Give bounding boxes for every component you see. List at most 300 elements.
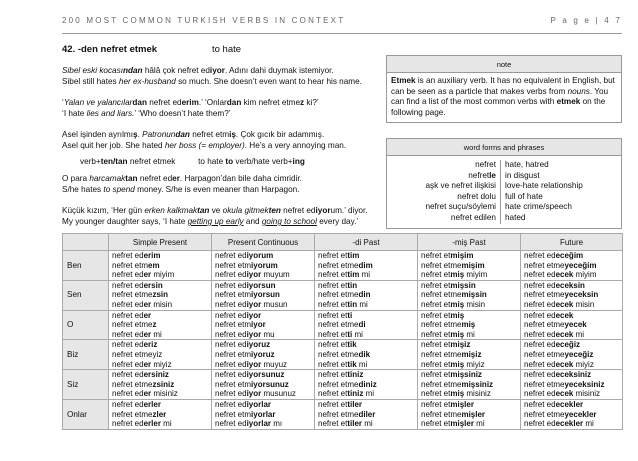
- conjugated-form: [318, 340, 414, 350]
- text-run: nefret etme: [421, 260, 462, 270]
- text-run: zsin: [152, 290, 169, 300]
- text-run: nefret etme: [421, 290, 462, 300]
- text-run: tim: [347, 270, 360, 280]
- text-run: nefret dolu: [457, 191, 496, 201]
- text-run: ing: [292, 157, 305, 166]
- conjugation-cell: [521, 340, 623, 370]
- text-run: nefret etme: [318, 409, 359, 419]
- text-run: nefret et: [318, 399, 348, 409]
- conjugated-form: [112, 320, 208, 330]
- text-run: nefret ed: [215, 419, 247, 429]
- text-run: nefret edilen: [450, 212, 496, 222]
- conjugated-form: [318, 251, 414, 261]
- text-run: Sibel eski kocası: [62, 66, 123, 75]
- conjugation-cell: [212, 340, 315, 370]
- text-run: Yalan ve yalancılar: [63, 98, 133, 107]
- text-run: miş: [450, 310, 465, 320]
- conjugated-form: [215, 311, 311, 321]
- conjugated-form: [421, 400, 517, 410]
- text-run: to spend: [103, 185, 135, 194]
- example-line: [62, 206, 368, 217]
- conjugated-form: [421, 290, 517, 300]
- text-run: miyim: [151, 270, 175, 280]
- text-run: mişiz: [461, 349, 482, 359]
- text-run: nefret etm: [189, 130, 230, 139]
- conjugated-form: [112, 340, 208, 350]
- text-run: ş: [133, 130, 138, 139]
- text-run: iyorum: [251, 260, 278, 270]
- person-label: Biz: [63, 340, 109, 370]
- text-run: mu: [261, 329, 275, 339]
- column-header: Present Continuous: [212, 234, 315, 251]
- text-run: dim: [358, 260, 373, 270]
- text-run: mişler: [450, 399, 474, 409]
- conjugation-cell: [109, 310, 212, 340]
- conjugation-cell: [521, 280, 623, 310]
- text-run: nefret ed: [112, 399, 144, 409]
- text-run: nefret ed: [524, 251, 556, 260]
- text-run: tik: [347, 359, 357, 369]
- text-run: nefret etme: [421, 409, 462, 419]
- conjugated-form: [421, 300, 517, 310]
- text-run: and: [243, 217, 262, 226]
- conjugation-cell: [212, 399, 315, 429]
- text-run: miş: [450, 299, 465, 309]
- text-run: mi: [359, 270, 371, 280]
- conjugation-table: [62, 233, 623, 430]
- conjugated-form: [524, 261, 619, 271]
- word-form-turkish: [387, 171, 501, 182]
- text-run: iyor: [246, 270, 262, 280]
- text-run: mi: [357, 299, 368, 309]
- column-header: -di Past: [315, 234, 418, 251]
- text-run: nefret et: [318, 299, 348, 309]
- conjugated-form: [112, 380, 208, 390]
- conjugated-form: [215, 370, 311, 380]
- text-run: misin: [573, 299, 595, 309]
- text-run: diler: [358, 409, 376, 419]
- conjugated-form: [421, 380, 517, 390]
- text-run: yeceksiniz: [564, 379, 605, 389]
- text-run: iyorsunuz: [251, 379, 289, 389]
- conjugated-form: [524, 281, 619, 291]
- conjugated-form: [112, 330, 208, 340]
- text-run: iş: [229, 130, 236, 139]
- text-run: Etmek: [391, 76, 416, 85]
- text-run: mi: [352, 329, 363, 339]
- conjugation-cell: [315, 310, 418, 340]
- text-run: ’ ‘Who doesn’t hate them?’: [134, 109, 231, 118]
- text-run: . He’s a very annoying man.: [244, 141, 347, 150]
- text-run: nefret etm: [215, 349, 252, 359]
- text-run: nefret etme: [524, 379, 565, 389]
- conjugated-form: [318, 311, 414, 321]
- table-row: [63, 280, 623, 310]
- word-form-turkish: [387, 181, 501, 192]
- text-run: nefret et: [421, 340, 451, 350]
- text-run: Sibel still hates: [62, 77, 119, 86]
- text-run: ten/tan: [100, 157, 128, 166]
- text-run: . Adını dahi duymak istemiyor.: [224, 66, 334, 75]
- conjugated-form: [318, 281, 414, 291]
- note-title: note: [387, 56, 621, 73]
- conjugated-form: [112, 290, 208, 300]
- conjugated-form: [421, 261, 517, 271]
- conjugated-form: [215, 261, 311, 271]
- text-run: iyorum: [246, 251, 274, 260]
- page-number: P a g e | 4 7: [550, 16, 622, 25]
- conjugated-form: [524, 370, 619, 380]
- word-form-turkish: [387, 192, 501, 203]
- text-run: nefret ed: [112, 370, 144, 380]
- conjugated-form: [215, 340, 311, 350]
- text-run: mişsin: [450, 280, 476, 290]
- text-run: harcamak: [89, 174, 126, 183]
- example-line: [62, 98, 319, 109]
- text-run: nefret etme: [112, 320, 153, 330]
- text-run: on the following page.: [391, 97, 606, 117]
- word-form-english: hate, hatred: [505, 160, 549, 169]
- text-run: nefret ed: [215, 399, 247, 409]
- text-run: mişiz: [450, 340, 471, 350]
- conjugated-form: [112, 311, 208, 321]
- text-run: yeceksin: [564, 290, 599, 300]
- text-run: Asel işinden ayrılmı: [62, 130, 133, 139]
- text-run: mişim: [450, 251, 474, 260]
- text-run: nefret ed: [112, 419, 144, 429]
- example-line: [62, 185, 299, 196]
- conjugation-cell: [212, 310, 315, 340]
- text-run: O para: [62, 174, 90, 183]
- text-run: yecek: [564, 320, 587, 330]
- page-header: [62, 14, 622, 34]
- text-run: tik: [347, 340, 357, 350]
- text-run: er: [143, 299, 152, 309]
- conjugated-form: [524, 340, 619, 350]
- text-run: mi: [583, 419, 594, 429]
- text-run: dik: [358, 349, 371, 359]
- text-run: iyor: [251, 320, 266, 330]
- conjugated-form: [524, 251, 619, 261]
- text-run: nefret etmek to hate: [127, 157, 226, 166]
- word-forms-box: [386, 138, 622, 229]
- word-form-english: love-hate relationship: [505, 181, 583, 191]
- text-run: misiniz: [151, 389, 178, 399]
- conjugated-form: [318, 290, 414, 300]
- text-run: mişsiniz: [461, 379, 494, 389]
- text-run: er: [143, 359, 152, 369]
- text-run: iyorlar: [246, 419, 272, 429]
- conjugated-form: [112, 370, 208, 380]
- text-run: misin: [464, 299, 486, 309]
- text-run: um.’ diyor.: [330, 206, 368, 215]
- person-label: Sen: [63, 280, 109, 310]
- column-header: Simple Present: [109, 234, 212, 251]
- text-run: nefret ed: [524, 299, 556, 309]
- conjugation-cell: [109, 251, 212, 281]
- text-run: nefret et: [421, 280, 451, 290]
- text-run: miyim: [573, 270, 597, 280]
- text-run: er: [143, 270, 152, 280]
- text-run: z: [152, 320, 157, 330]
- text-run: dan: [132, 98, 147, 107]
- text-run: nefret et: [318, 310, 348, 320]
- text-run: miş: [450, 389, 465, 399]
- example-line: [62, 66, 334, 77]
- text-run: nefret etm: [215, 379, 252, 389]
- conjugated-form: [524, 410, 619, 420]
- text-run: nefret ed: [524, 419, 556, 429]
- word-form-turkish: [387, 160, 501, 171]
- conjugated-form: [112, 389, 208, 399]
- conjugated-form: [524, 300, 619, 310]
- conjugation-cell: [109, 340, 212, 370]
- text-run: eriz: [143, 340, 158, 350]
- example-line: [62, 141, 346, 152]
- text-run: nefret: [475, 160, 496, 169]
- text-run: nefret suçu/söylemi: [425, 202, 496, 212]
- text-run: going to school: [261, 217, 317, 226]
- text-run: nefret ed: [112, 389, 144, 399]
- text-run: iyor: [246, 299, 262, 309]
- word-forms-title: word forms and phrases: [387, 139, 621, 156]
- text-run: nefret etme: [318, 290, 359, 300]
- text-run: iyorsun: [246, 280, 276, 290]
- word-form-english: hate crime/speech: [505, 202, 572, 212]
- text-run: nefret ed: [215, 251, 247, 260]
- text-run: is an auxiliary verb. It has no equivalent in English, but can be seen as a particle that makes verbs from: [391, 76, 615, 96]
- conjugation-cell: [109, 370, 212, 400]
- conjugated-form: [421, 311, 517, 321]
- conjugation-cell: [109, 280, 212, 310]
- note-body: [387, 73, 621, 122]
- conjugated-form: [112, 261, 208, 271]
- text-run: nefret etme: [524, 320, 565, 330]
- text-run: ten: [268, 206, 281, 215]
- text-run: miyiz: [464, 359, 485, 369]
- text-run: ecek: [555, 389, 574, 399]
- conjugated-form: [215, 320, 311, 330]
- text-run: yeceğiz: [564, 349, 594, 359]
- text-run: mişim: [461, 260, 485, 270]
- text-run: diniz: [358, 379, 377, 389]
- text-run: nefret ed: [215, 340, 247, 350]
- word-form-row: [387, 160, 621, 171]
- text-run: nefret et: [421, 370, 451, 380]
- table-row: [63, 399, 623, 429]
- text-run: le: [489, 170, 496, 180]
- text-run: nefret et: [421, 251, 451, 260]
- text-run: nefret etme: [112, 379, 153, 389]
- text-run: nefret etm: [215, 290, 252, 300]
- text-run: nefret etmeyiz: [112, 349, 163, 359]
- table-row: [63, 310, 623, 340]
- text-run: em: [148, 260, 160, 270]
- text-run: nefret etme: [318, 349, 359, 359]
- conjugated-form: [524, 360, 619, 370]
- note-box: [386, 55, 622, 123]
- example-line: [62, 109, 231, 120]
- text-run: ki?’: [304, 98, 319, 107]
- text-run: nefret ed: [524, 370, 556, 380]
- text-run: money. S/he is even meaner than Harpagon.: [134, 185, 300, 194]
- conjugated-form: [215, 290, 311, 300]
- text-run: mi: [473, 419, 485, 429]
- text-run: nefret ed: [524, 340, 556, 350]
- text-run: tiniz: [347, 389, 364, 399]
- text-run: so much. She doesn’t even want to hear his name.: [175, 77, 362, 86]
- text-run: to: [225, 157, 234, 166]
- text-run: ti: [347, 329, 353, 339]
- conjugated-form: [421, 370, 517, 380]
- text-run: mi: [573, 329, 585, 339]
- text-run: nefret ed: [112, 359, 144, 369]
- text-run: nefret et: [421, 329, 451, 339]
- conjugated-form: [318, 389, 414, 399]
- conjugation-cell: [212, 280, 315, 310]
- conjugation-cell: [418, 310, 521, 340]
- text-run: nefret ed: [524, 329, 556, 339]
- text-run: ersin: [143, 280, 163, 290]
- text-run: aşk ve nefret ilişkisi: [425, 181, 496, 191]
- conjugation-cell: [418, 399, 521, 429]
- text-run: nouns: [567, 86, 590, 96]
- text-run: S/he hates: [62, 185, 104, 194]
- text-run: nefret et: [318, 340, 348, 350]
- text-run: verb+: [80, 157, 101, 166]
- conjugated-form: [318, 360, 414, 370]
- conjugation-cell: [315, 399, 418, 429]
- conjugated-form: [421, 281, 517, 291]
- text-run: nefret ed: [112, 280, 144, 290]
- text-run: tiler: [347, 399, 363, 409]
- conjugated-form: [215, 419, 311, 429]
- text-run: erim: [181, 98, 199, 107]
- text-run: nefret ed: [215, 299, 247, 309]
- conjugated-form: [318, 300, 414, 310]
- conjugation-cell: [418, 280, 521, 310]
- conjugated-form: [112, 360, 208, 370]
- conjugation-cell: [521, 370, 623, 400]
- text-run: iyorlar: [251, 409, 276, 419]
- text-run: nefret et: [421, 419, 451, 429]
- text-run: mişler: [450, 419, 474, 429]
- text-run: . Harpagon’dan bile daha cimridir.: [179, 174, 302, 183]
- text-run: nefret ed: [146, 98, 182, 107]
- conjugated-form: [524, 311, 619, 321]
- conjugation-cell: [212, 370, 315, 400]
- text-run: nefret et: [318, 270, 348, 280]
- text-run: nefret ed: [215, 370, 247, 380]
- text-run: getting up early: [187, 217, 244, 226]
- text-run: nefret etme: [318, 260, 359, 270]
- text-run: mi: [160, 419, 172, 429]
- text-run: tiniz: [347, 370, 364, 380]
- text-run: nefret etme: [318, 320, 359, 330]
- word-forms-list: [387, 156, 621, 228]
- text-run: .: [137, 130, 143, 139]
- conjugated-form: [421, 410, 517, 420]
- text-run: Asel quit her job. She hated: [62, 141, 165, 150]
- entry-title: 42. -den nefret etmek: [62, 44, 158, 55]
- text-run: dan: [226, 98, 242, 107]
- text-run: nefret ed: [280, 206, 316, 215]
- person-label: Ben: [63, 251, 109, 281]
- conjugated-form: [318, 380, 414, 390]
- text-run: misin: [151, 299, 173, 309]
- text-run: nefret et: [318, 280, 348, 290]
- word-form-english: in disgust: [505, 170, 540, 180]
- text-run: nefret ed: [215, 270, 247, 280]
- word-form-row: [387, 181, 621, 192]
- conjugated-form: [318, 419, 414, 429]
- text-run: iyor: [315, 206, 331, 215]
- conjugated-form: [318, 270, 414, 280]
- text-run: iyoruz: [251, 349, 275, 359]
- text-run: nefret etm: [215, 409, 252, 419]
- conjugated-form: [318, 370, 414, 380]
- text-run: nefret ed: [215, 310, 247, 320]
- text-run: er: [172, 174, 180, 183]
- word-form-row: [387, 171, 621, 182]
- conjugated-form: [215, 350, 311, 360]
- person-label: O: [63, 310, 109, 340]
- text-run: erler: [143, 399, 161, 409]
- text-run: nefret et: [318, 251, 348, 260]
- text-run: eceksiniz: [555, 370, 592, 380]
- text-run: tiler: [347, 419, 363, 429]
- word-form-row: [387, 213, 621, 224]
- conjugated-form: [524, 330, 619, 340]
- table-row: [63, 340, 623, 370]
- book-title: 200 MOST COMMON TURKISH VERBS IN CONTEXT: [62, 16, 346, 25]
- text-run: nefret etme: [421, 379, 462, 389]
- conjugated-form: [318, 400, 414, 410]
- text-run: din: [358, 290, 371, 300]
- word-form-row: [387, 192, 621, 203]
- text-run: My younger daughter says, ‘I hate: [62, 217, 188, 226]
- text-run: hâlâ çok nefret ed: [142, 66, 210, 75]
- conjugated-form: [215, 400, 311, 410]
- conjugated-form: [112, 350, 208, 360]
- text-run: nefret ed: [524, 399, 556, 409]
- text-run: nefret et: [421, 359, 451, 369]
- text-run: nefret ed: [215, 359, 247, 369]
- conjugation-cell: [521, 310, 623, 340]
- text-run: ecek: [555, 299, 574, 309]
- word-form-row: [387, 202, 621, 213]
- text-run: nefret et: [421, 399, 451, 409]
- conjugation-cell: [315, 251, 418, 281]
- text-run: musunuz: [261, 389, 296, 399]
- text-run: zsiniz: [152, 379, 175, 389]
- text-run: erler: [143, 419, 161, 429]
- text-run: nefret ed: [112, 270, 144, 280]
- text-run: nefret etm: [112, 260, 149, 270]
- text-run: miş: [450, 359, 465, 369]
- text-run: di: [358, 320, 366, 330]
- conjugation-cell: [418, 340, 521, 370]
- text-run: mi: [356, 359, 368, 369]
- conjugation-cell: [315, 340, 418, 370]
- conjugated-form: [318, 330, 414, 340]
- text-run: tim: [347, 251, 360, 260]
- text-run: yeceğim: [564, 260, 597, 270]
- text-run: nefret etme: [112, 409, 153, 419]
- text-run: ‘: [62, 98, 64, 107]
- text-run: nefret et: [318, 370, 348, 380]
- text-run: eceğim: [555, 251, 584, 260]
